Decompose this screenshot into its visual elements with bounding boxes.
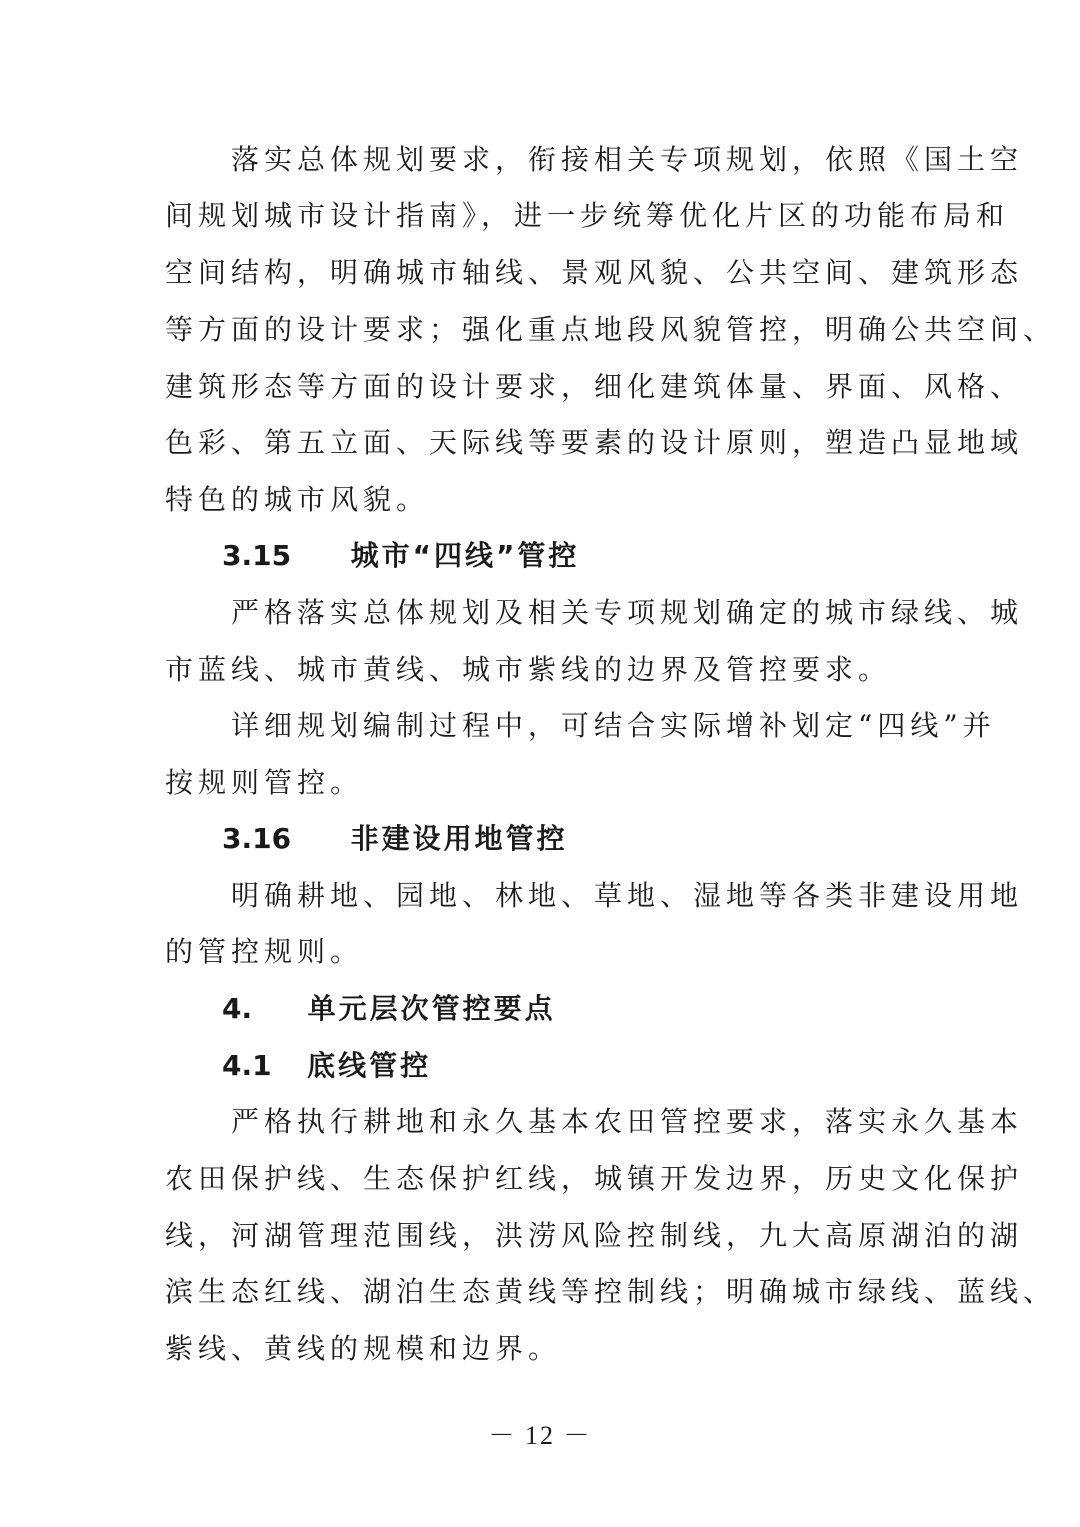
section-number: 4.1 xyxy=(222,1049,272,1082)
section-heading-3-15 xyxy=(222,536,579,576)
section-number: 4. xyxy=(222,992,253,1025)
section-heading-4 xyxy=(222,989,556,1029)
paragraph-line: 紫线、黄线的规模和边界。 xyxy=(165,1332,562,1365)
paragraph-line: 农田保护线、生态保护红线，城镇开发边界，历史文化保护 xyxy=(165,1162,1024,1195)
paragraph-line: 详细规划编制过程中，可结合实际增补划定“四线”并 xyxy=(165,709,996,742)
paragraph-line: 明确耕地、园地、林地、草地、湿地等各类非建设用地 xyxy=(165,879,1024,912)
paragraph-line: 建筑形态等方面的设计要求，细化建筑体量、界面、风格、 xyxy=(165,370,1024,403)
paragraph-line: 严格落实总体规划及相关专项规划确定的城市绿线、城 xyxy=(165,596,1024,629)
paragraph-line: 落实总体规划要求，衔接相关专项规划，依照《国土空 xyxy=(165,143,1024,176)
paragraph-line: 色彩、第五立面、天际线等要素的设计原则，塑造凸显地域 xyxy=(165,426,1024,459)
section-heading-4-1 xyxy=(222,1046,431,1086)
paragraph-line: 空间结构，明确城市轴线、景观风貌、公共空间、建筑形态 xyxy=(165,256,1024,289)
paragraph-line: 滨生态红线、湖泊生态黄线等控制线；明确城市绿线、蓝线、 xyxy=(165,1275,1057,1308)
paragraph-line: 市蓝线、城市黄线、城市紫线的边界及管控要求。 xyxy=(165,653,892,686)
section-title: 非建设用地管控 xyxy=(350,822,568,855)
section-number: 3.15 xyxy=(222,539,292,572)
paragraph-line: 按规则管控。 xyxy=(165,766,364,799)
section-number: 3.16 xyxy=(222,822,292,855)
section-title: 底线管控 xyxy=(307,1049,432,1082)
section-title: 城市“四线”管控 xyxy=(350,539,580,572)
paragraph-line: 特色的城市风貌。 xyxy=(165,483,430,516)
paragraph-line: 线，河湖管理范围线，洪涝风险控制线，九大高原湖泊的湖 xyxy=(165,1219,1024,1252)
paragraph-line: 间规划城市设计指南》，进一步统筹优化片区的功能布局和 xyxy=(165,199,1010,232)
paragraph-line: 的管控规则。 xyxy=(165,935,364,968)
page-number: － 12 － xyxy=(488,1421,592,1450)
paragraph-line: 严格执行耕地和永久基本农田管控要求，落实永久基本 xyxy=(165,1105,1024,1138)
section-heading-3-16 xyxy=(222,819,568,859)
section-title: 单元层次管控要点 xyxy=(307,992,556,1025)
paragraph-line: 等方面的设计要求；强化重点地段风貌管控，明确公共空间、 xyxy=(165,313,1057,346)
